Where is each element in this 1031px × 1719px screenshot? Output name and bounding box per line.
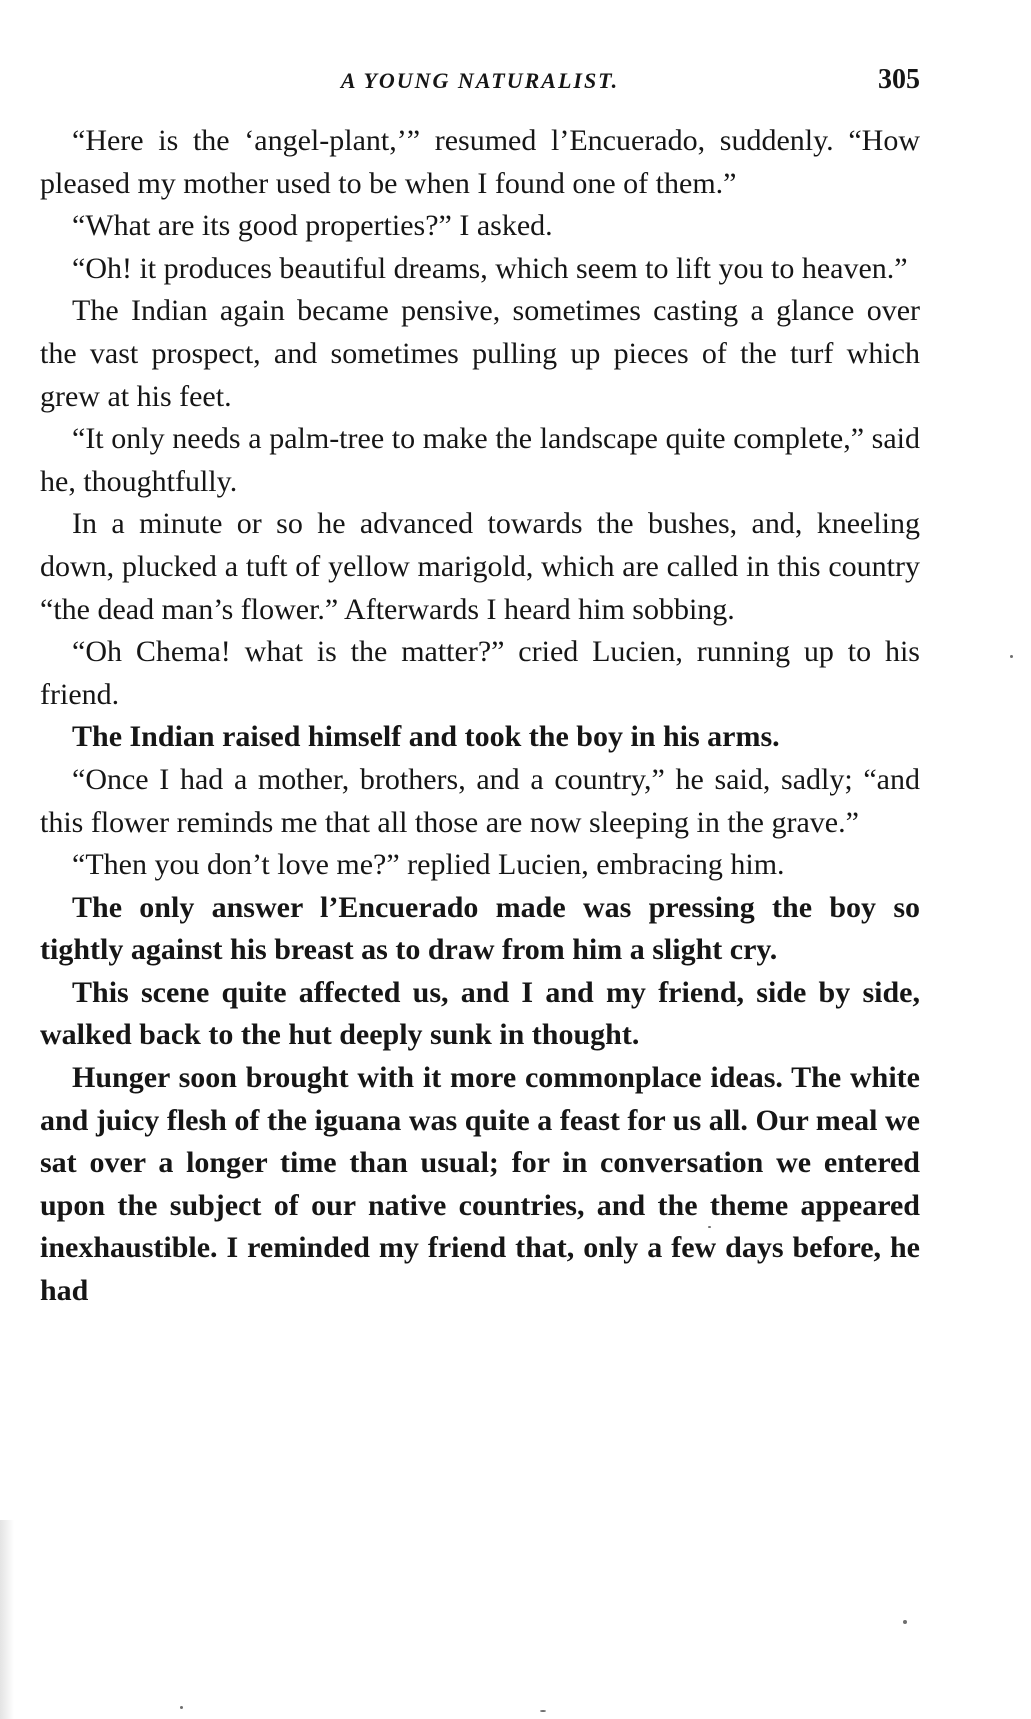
page-number: 305 — [878, 64, 920, 95]
running-title: A YOUNG NATURALIST. — [340, 68, 620, 93]
paragraph: “What are its good properties?” I asked. — [72, 209, 553, 243]
body-text — [40, 120, 920, 1313]
scan-speck — [180, 1706, 183, 1709]
paragraph: In a minute or so he advanced towards the bushes, and, kneeling down, plucked a tuft of yellow marigold, which are called in this country “the dead man’s flower.” Afterwards I heard him sobbing. — [40, 507, 920, 626]
paragraph: “It only needs a palm-tree to make the landscape quite complete,” said he, thoughtfully. — [40, 422, 920, 498]
scan-speck — [540, 1710, 546, 1712]
paragraph: “Once I had a mother, brothers, and a country,” he said, sadly; “and this flower reminds me that all those are now sleeping in the grave.” — [40, 762, 920, 839]
paragraph: The Indian raised himself and took the boy in his arms. — [72, 720, 780, 754]
paragraph: “Oh Chema! what is the matter?” cried Lucien, running up to his friend. — [40, 635, 920, 711]
paragraph: Hunger soon brought with it more commonplace ideas. The white and juicy flesh of the iguana was quite a feast for us all. Our meal we sat over a longer time than usual; for in conversation we entered upon the subject of our native countries, and the theme appeared inexhaustible. I reminded my friend that, only a few days before, he had — [40, 1061, 920, 1308]
scan-speck — [708, 1226, 711, 1228]
paragraph: This scene quite affected us, and I and my friend, side by side, walked back to the hut deeply sunk in thought. — [40, 975, 920, 1052]
scan-speck — [903, 1620, 907, 1624]
running-head — [40, 62, 920, 102]
paragraph: The Indian again became pensive, sometimes casting a glance over the vast prospect, and sometimes pulling up pieces of the turf which grew at his feet. — [40, 294, 920, 413]
paragraph: “Oh! it produces beautiful dreams, which seem to lift you to heaven.” — [72, 251, 908, 285]
scan-speck — [1010, 655, 1013, 658]
page-edge-shadow — [0, 1520, 14, 1719]
paragraph: “Here is the ‘angel-plant,’” resumed l’Encuerado, suddenly. “How pleased my mother used to be when I found one of them.” — [40, 124, 920, 200]
paragraph: “Then you don’t love me?” replied Lucien, embracing him. — [72, 848, 785, 882]
paragraph: The only answer l’Encuerado made was pressing the boy so tightly against his breast as to draw from him a slight cry. — [40, 890, 920, 967]
